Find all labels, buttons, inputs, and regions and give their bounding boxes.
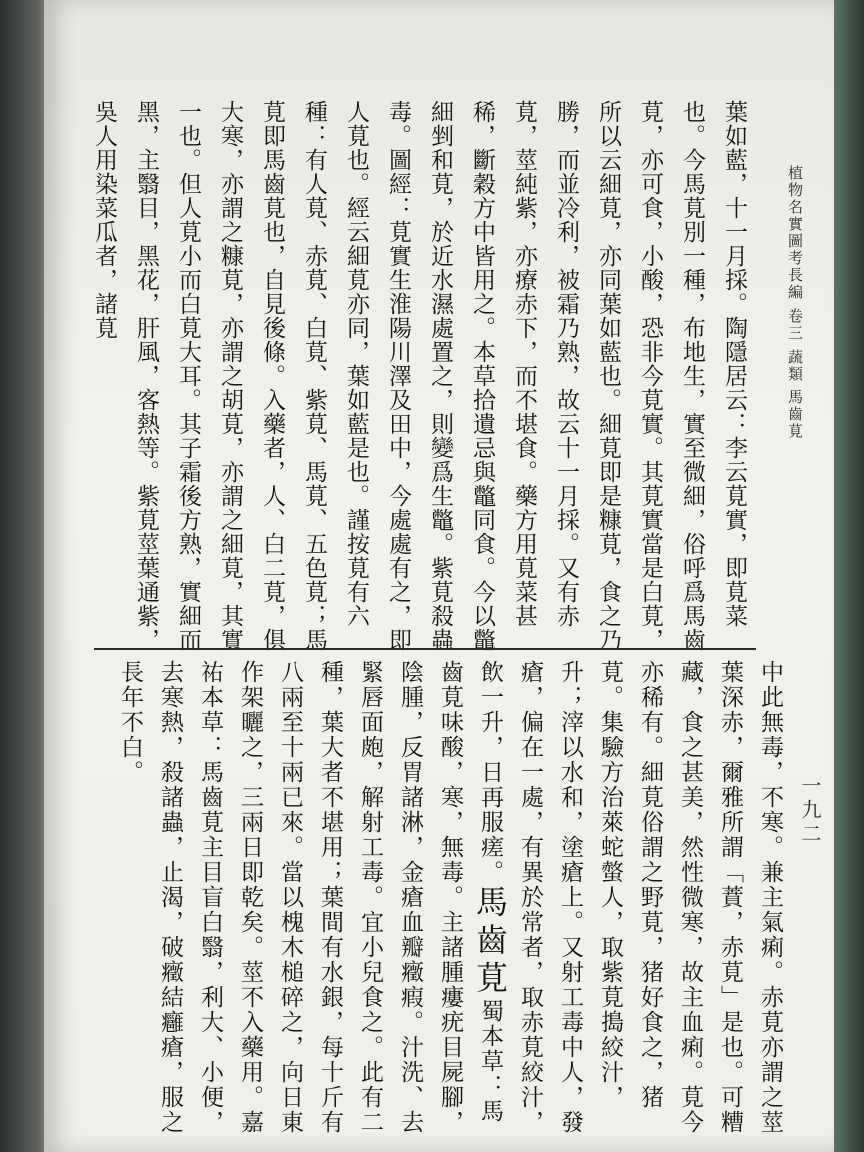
lower-text-continued: 中此無毒，不寒。兼主氣痢。赤莧亦謂之莖葉深赤，爾雅所謂「蕡，赤莧」是也。可糟藏，食之甚美，然性微寒，故主血痢。莧今亦稀有。細莧俗謂之野莧，猪好食之，猪莧。集驗方治萊蛇螫人，取紫莧搗絞汁，升；滓以水和，塗瘡上。又射工毒中人，發瘡，偏在一處，有異於常者，取赤莧絞汁，飲一升，日再服瘥。 <box>477 660 783 1135</box>
entry-label: 馬齒莧 <box>786 389 804 441</box>
entry-title: 馬齒莧 <box>471 885 509 999</box>
volume-label: 卷三 <box>786 307 804 342</box>
book-title: 植物名實圖考長編 <box>786 165 804 301</box>
running-header <box>759 165 805 645</box>
page-number: 一九二 <box>798 775 822 847</box>
category-label: 蔬類 <box>786 348 804 383</box>
upper-text-block: 葉如藍，十一月採。陶隱居云：李云莧實，即莧菜也。今馬莧別一種，布地生，實至微細，俗呼爲馬齒莧，亦可食，小酸，恐非今莧實。其莧實當是白莧，所以云細莧，亦同葉如藍也。細莧即是糠莧，食之乃勝，而並冷利，被霜乃熟，故云十一月採。又有赤莧，莖純紫，亦療赤下，而不堪食。藥方用莧菜甚稀，斷穀方中皆用之。本草拾遺忌與鼈同食。今以鼈細剉和莧，於近水濕處置之，則變爲生鼈。紫莧殺蟲毒。圖經：莧實生淮陽川澤及田中，今處處有之，即人莧也。經云細莧亦同，葉如藍是也。謹按莧有六種：有人莧、赤莧、白莧、紫莧、馬莧、五色莧；馬莧即馬齒莧也，自見後條。入藥者，人、白二莧，俱大寒，亦謂之糠莧，亦謂之胡莧，亦謂之細莧，其實一也。但人莧小而白莧大耳。其子霜後方熟，實細而黑，主翳目，黑花，肝風，客熱等。紫莧莖葉通紫，吳人用染菜瓜者，諸莧 <box>91 100 747 652</box>
section-divider <box>94 648 756 650</box>
lower-text-entry: 蜀本草：馬齒莧味酸，寒，無毒。主諸腫瘻疣目屍腳，陰腫，反胃諸淋，金瘡血瓣癥瘕。汁洗、去緊唇面皰，解射工毒。宜小兒食之。此有二種，葉大者不堪用；葉間有水銀，每十斤有八兩至十兩已來。當以槐木槌碎之，向日東作架曬之，三兩日即乾矣。莖不入藥用。嘉祐本草：馬齒莧主目盲白翳，利大、小便，去寒熱，殺諸蟲，止渴，破癥結癰瘡，服之長年不白。 <box>117 660 503 1135</box>
lower-text-block <box>100 660 790 1140</box>
book-page <box>44 0 834 1152</box>
